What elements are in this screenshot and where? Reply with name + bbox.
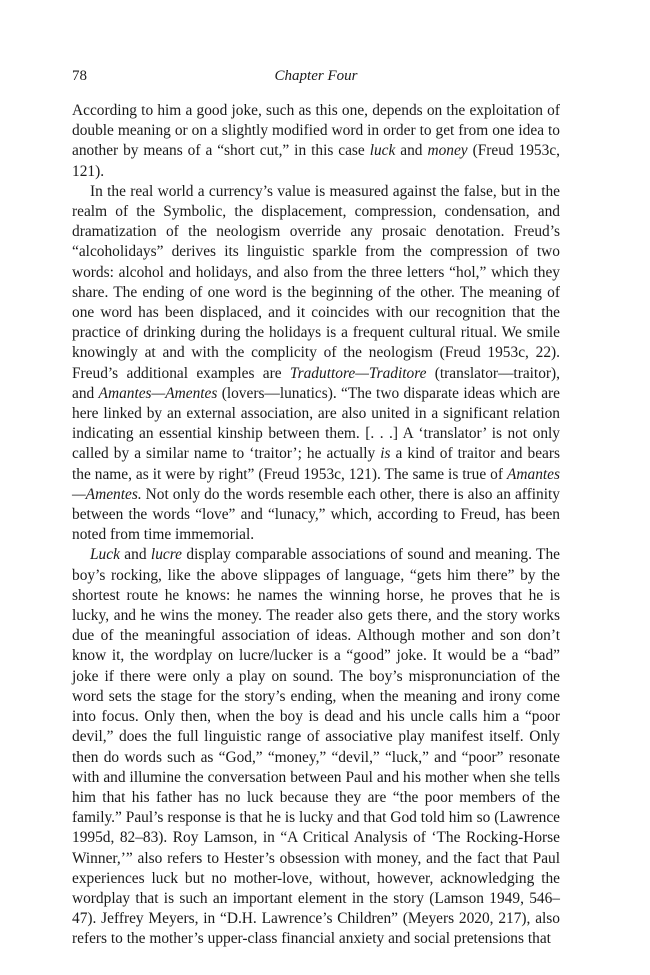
italic-term-traduttore: Traduttore—Traditore: [289, 364, 427, 382]
text-segment: and: [119, 546, 151, 564]
text-segment: (translator—traitor), and: [72, 364, 560, 402]
text-segment: According to him a good joke, such as this one, depends on the exploitation of double meaning or on a slightly modified word in order to get from one idea to another by means of a “short cut,” in this case: [72, 102, 560, 160]
paragraph-1: [72, 101, 560, 182]
italic-term-amantes-2: Amantes—Amentes.: [72, 465, 560, 503]
text-segment: (Freud 1953c, 121).: [72, 142, 560, 180]
italic-term-luck-2: Luck: [90, 546, 120, 564]
italic-term-lucre: lucre: [150, 546, 182, 564]
italic-term-luck: luck: [369, 142, 396, 160]
chapter-title: Chapter Four: [274, 68, 358, 84]
paragraph-2: [72, 182, 560, 546]
text-segment: a kind of traitor and bears the name, as it were by right” (Freud 1953c, 121). The same is true of: [72, 445, 560, 483]
italic-term-money: money: [427, 142, 468, 160]
running-header: [72, 68, 560, 90]
text-segment: and: [395, 142, 428, 160]
paragraph-3: [72, 545, 560, 949]
text-segment: display comparable associations of sound and meaning. The boy’s rocking, like the above slippages of language, “gets him there” by the shortest route he knows: he names the winning horse, he proves that he is lucky, and he wins the money. The reader also gets there, and the story works due of the meaningful association of ideas. Although mother and son don’t know it, the wordplay on lucre/lucker is a “good” joke. It would be a “bad” joke if there were only a play on sound. The boy’s mispronunciation of the word sets the stage for the story’s ending, when the meaning and irony come into focus. Only then, when the boy is dead and his uncle calls him a “poor devil,” does the full linguistic range of associative play manifest itself. Only then do words such as “God,” “money,” “devil,” “luck,” and “poor” resonate with and illumine the conversation between Paul and his mother when she tells him that his father has no luck because they are “the poor members of the family.” Paul’s response is that he is lucky and that God told him so (Lawrence 1995d, 82–83). Roy Lamson, in “A Critical Analysis of ‘The Rocking-Horse Winner,’” also refers to Hester’s obsession with money, and the fact that Paul experiences luck but no mother-love, without, however, acknowledging the wordplay that is such an important element in the story (Lamson 1949, 546–47). Jeffrey Meyers, in “D.H. Lawrence’s Children” (Meyers 2020, 217), also refers to the mother’s upper-class financial anxiety and social pretensions that: [72, 546, 560, 948]
italic-term-is: is: [380, 445, 391, 463]
body-text: [72, 101, 560, 950]
text-segment: Not only do the words resemble each other, there is also an affinity between the words “love” and “lunacy,” which, according to Freud, has been noted from time immemorial.: [72, 485, 560, 544]
text-segment: In the real world a currency’s value is measured against the false, but in the realm of the Symbolic, the displacement, compression, condensation, and dramatization of the neologism override any prosaic denotation. Freud’s “alcoholidays” derives its linguistic sparkle from the compression of two words: alcohol and holidays, and also from the three letters “hol,” which they share. The ending of one word is the beginning of the other. The meaning of one word has been displaced, and it coincides with our recognition that the practice of drinking during the holidays is a frequent cultural ritual. We smile knowingly at and with the complicity of the neologism (Freud 1953c, 22). Freud’s additional examples are: [72, 182, 560, 382]
text-segment: (lovers—lunatics). “The two disparate ideas which are here linked by an external association, are also united in a significant relation indicating an essential kinship between them. [. . .] A ‘translator’ is not only called by a similar name to ‘traitor’; he actually: [72, 384, 560, 463]
italic-term-amantes: Amantes—Amentes: [98, 384, 218, 402]
page-number: 78: [72, 68, 87, 84]
